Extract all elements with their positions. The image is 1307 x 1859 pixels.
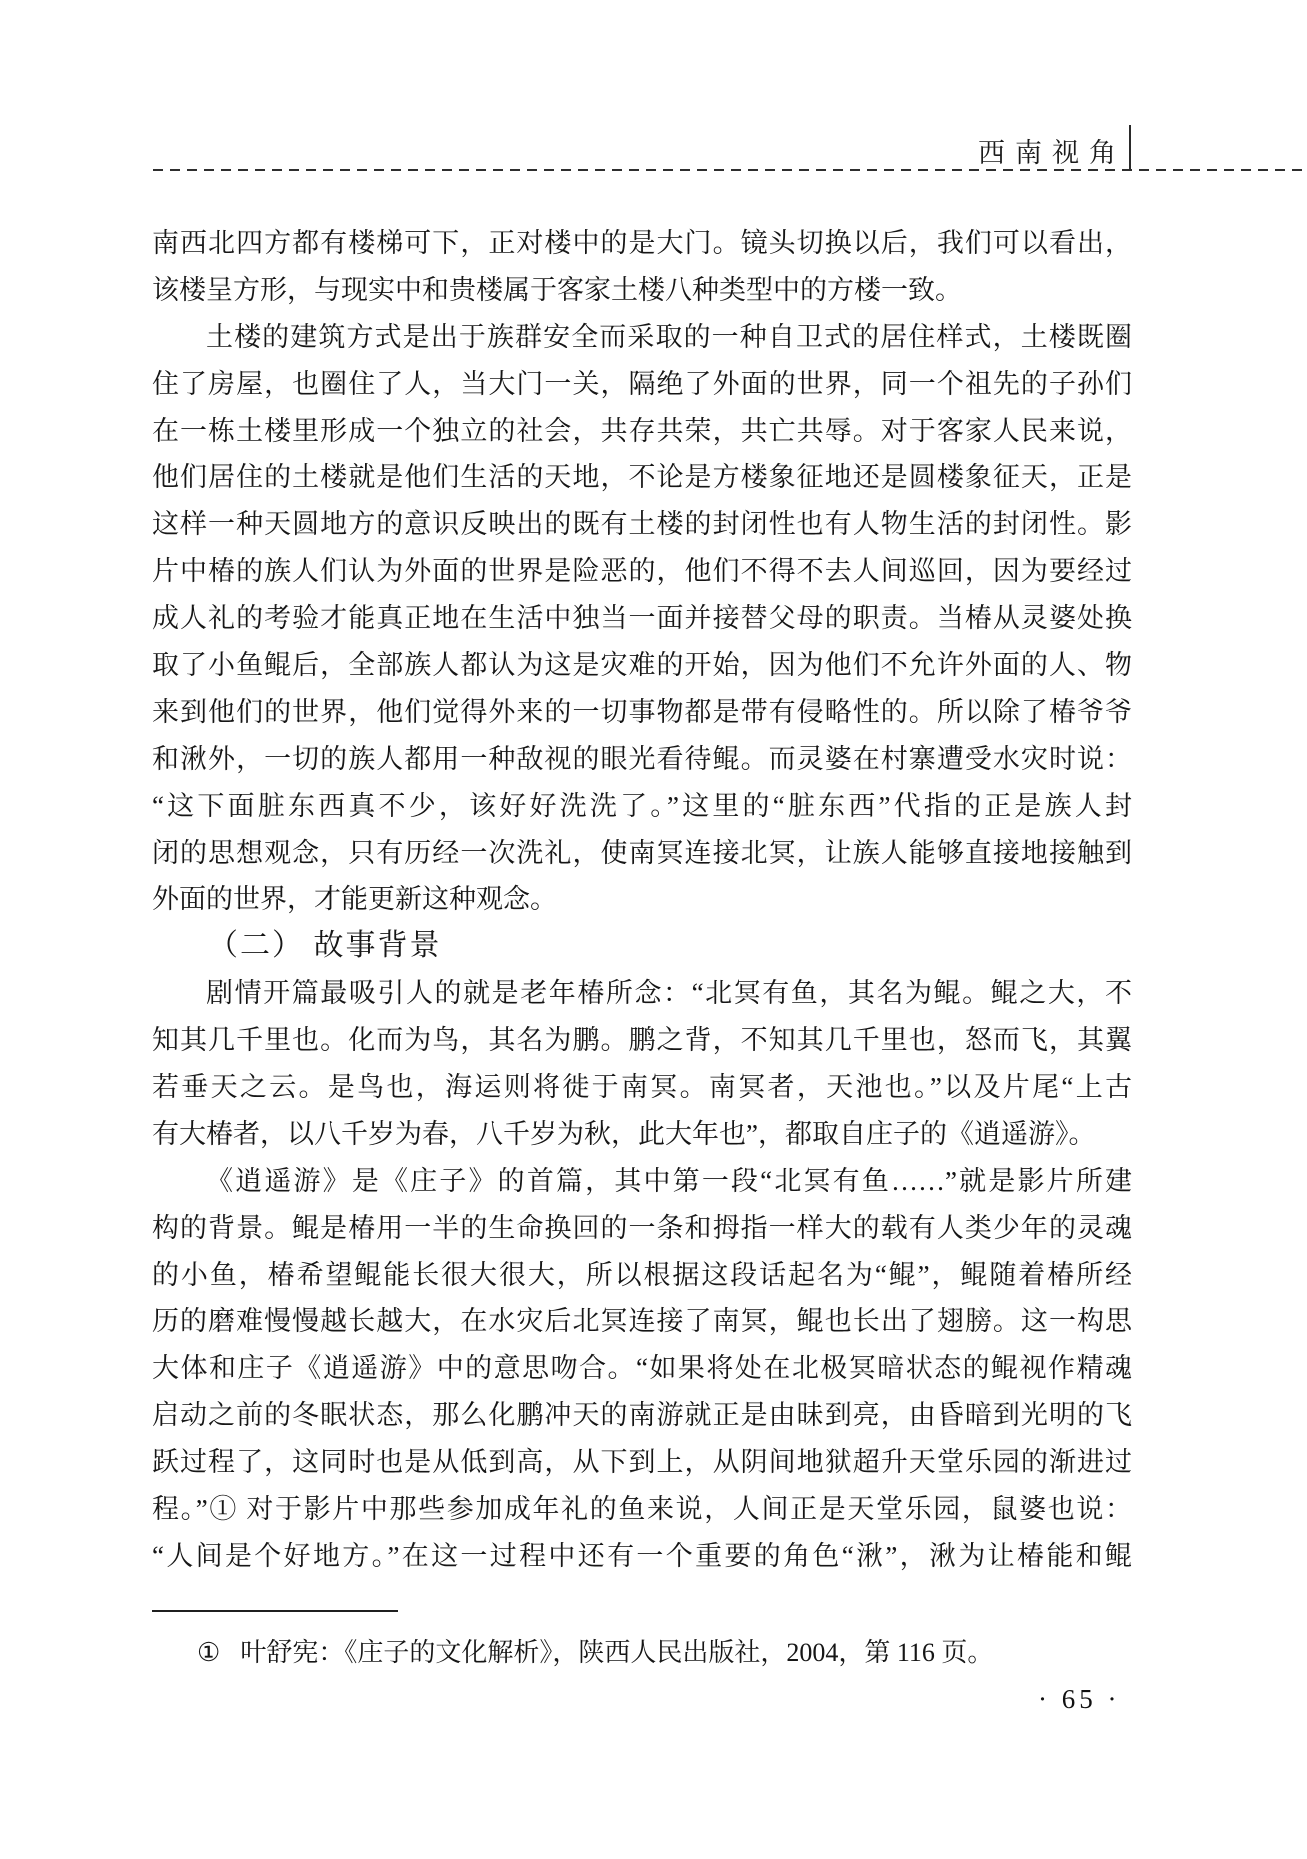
body-line: 跃过程了，这同时也是从低到高，从下到上，从阴间地狱超升天堂乐园的渐进过 <box>152 1447 1132 1478</box>
body-line: 他们居住的土楼就是他们生活的天地，不论是方楼象征地还是圆楼象征天，正是 <box>152 462 1132 493</box>
section-heading: （二） 故事背景 <box>208 929 442 963</box>
body-line: 成人礼的考验才能真正地在生活中独当一面并接替父母的职责。当椿从灵婆处换 <box>152 603 1132 634</box>
body-line: 南西北四方都有楼梯可下，正对楼中的是大门。镜头切换以后，我们可以看出， <box>152 228 1132 258</box>
body-line: 的小鱼，椿希望鲲能长很大很大，所以根据这段话起名为“鲲”，鲲随着椿所经 <box>152 1259 1132 1290</box>
body-line: 外面的世界，才能更新这种观念。 <box>152 884 557 915</box>
body-line: 《逍遥游》是《庄子》的首篇，其中第一段“北冥有鱼……”就是影片所建 <box>206 1165 1132 1196</box>
body-line: 剧情开篇最吸引人的就是老年椿所念：“北冥有鱼，其名为鲲。鲲之大，不 <box>206 978 1132 1009</box>
body-line: 片中椿的族人们认为外面的世界是险恶的，他们不得不去人间巡回，因为要经过 <box>152 556 1132 587</box>
body-line: 这样一种天圆地方的意识反映出的既有土楼的封闭性也有人物生活的封闭性。影 <box>152 509 1132 540</box>
body-line: 该楼呈方形，与现实中和贵楼属于客家土楼八种类型中的方楼一致。 <box>152 274 962 305</box>
footnote-divider-rule <box>152 1610 398 1612</box>
footnote-marker: ① <box>197 1638 221 1667</box>
body-line: 有大椿者，以八千岁为春，八千岁为秋，此大年也”，都取自庄子的《逍遥游》。 <box>152 1118 1096 1149</box>
footnote-text: 叶舒宪：《庄子的文化解析》，陕西人民出版社，2004，第 116 页。 <box>240 1638 994 1667</box>
body-line: 历的磨难慢慢越长越大，在水灾后北冥连接了南冥，鲲也长出了翅膀。这一构思 <box>152 1306 1132 1337</box>
body-line: 和湫外，一切的族人都用一种敌视的眼光看待鲲。而灵婆在村寨遭受水灾时说： <box>152 743 1132 774</box>
header-vertical-bar <box>1129 125 1131 170</box>
body-line: 启动之前的冬眠状态，那么化鹏冲天的南游就正是由昧到亮，由昏暗到光明的飞 <box>152 1400 1132 1431</box>
header-dashed-rule <box>153 169 1307 171</box>
body-line: 土楼的建筑方式是出于族群安全而采取的一种自卫式的居住样式，土楼既圈 <box>206 321 1132 352</box>
body-line: 来到他们的世界，他们觉得外来的一切事物都是带有侵略性的。所以除了椿爷爷 <box>152 696 1132 727</box>
body-line: 大体和庄子《逍遥游》中的意思吻合。“如果将处在北极冥暗状态的鲲视作精魂 <box>152 1353 1132 1384</box>
footnote <box>197 1636 993 1670</box>
body-line: 程。”① 对于影片中那些参加成年礼的鱼来说，人间正是天堂乐园，鼠婆也说： <box>152 1494 1132 1525</box>
body-line: 闭的思想观念，只有历经一次洗礼，使南冥连接北冥，让族人能够直接地接触到 <box>152 837 1132 868</box>
body-line: 构的背景。鲲是椿用一半的生命换回的一条和拇指一样大的载有人类少年的灵魂 <box>152 1212 1132 1243</box>
body-line: 在一栋土楼里形成一个独立的社会，共存共荣，共亡共辱。对于客家人民来说， <box>152 415 1132 446</box>
body-line: 知其几千里也。化而为鸟，其名为鹏。鹏之背，不知其几千里也，怒而飞，其翼 <box>152 1025 1132 1056</box>
body-text <box>152 220 1132 1580</box>
body-line: 取了小鱼鲲后，全部族人都认为这是灾难的开始，因为他们不允许外面的人、物 <box>152 650 1132 681</box>
page-number: · 65 · <box>1038 1684 1121 1714</box>
running-header-title: 西南视角 <box>978 138 1126 168</box>
body-line: 住了房屋，也圈住了人，当大门一关，隔绝了外面的世界，同一个祖先的子孙们 <box>152 368 1132 399</box>
body-line: “人间是个好地方。”在这一过程中还有一个重要的角色“湫”，湫为让椿能和鲲 <box>152 1540 1132 1571</box>
body-line: “这下面脏东西真不少，该好好洗洗了。”这里的“脏东西”代指的正是族人封 <box>152 790 1132 821</box>
body-line: 若垂天之云。是鸟也，海运则将徙于南冥。南冥者，天池也。”以及片尾“上古 <box>152 1072 1132 1103</box>
